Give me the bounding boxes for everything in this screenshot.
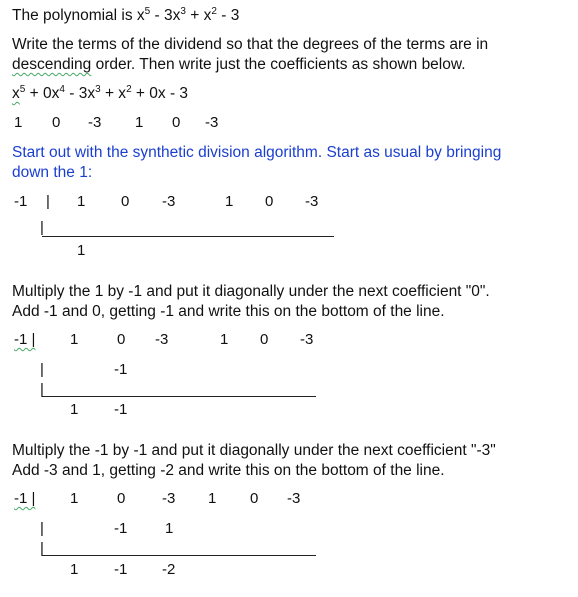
dividend-exp-2: 2 <box>126 84 132 95</box>
step-1-top-5: 0 <box>265 193 274 210</box>
coef-4: 1 <box>135 114 144 131</box>
coef-2: 0 <box>52 114 61 131</box>
poly-mid-1: - 3x <box>150 7 181 24</box>
step-3-top-4: 1 <box>208 490 217 507</box>
step-1-line-1: Start out with the synthetic division algorithm. Start as usual by bringing <box>12 144 502 161</box>
step-3-left-bar-2: | <box>40 540 44 557</box>
instruction-line-1: Write the terms of the dividend so that the degrees of the terms are in <box>12 36 489 53</box>
step-2-line <box>42 396 316 397</box>
step-3-mid-1: -1 <box>114 520 128 537</box>
step-2-left-bar-2: | <box>40 381 44 398</box>
poly-suffix: - 3 <box>216 7 240 24</box>
step-3-line-2: Add -3 and 1, getting -2 and write this on the bottom of the line. <box>12 462 445 479</box>
dividend-exp-5: 5 <box>19 84 26 95</box>
step-1-top-1: 1 <box>77 193 86 210</box>
step-2-line-1: Multiply the 1 by -1 and put it diagonally under the next coefficient "0". <box>12 283 490 300</box>
step-3-bottom-2: -1 <box>114 561 128 578</box>
step-2-bottom-2: -1 <box>114 401 128 418</box>
step-3-bottom-1: 1 <box>70 561 79 578</box>
step-2-top-4: 1 <box>220 331 229 348</box>
step-1-line <box>42 236 334 237</box>
step-3-top-2: 0 <box>117 490 126 507</box>
dividend-expression <box>12 84 188 104</box>
polynomial-statement <box>12 6 239 26</box>
poly-exp-3: 3 <box>180 6 186 17</box>
coef-1: 1 <box>14 114 23 131</box>
dividend-term-3: - 3x <box>64 85 96 102</box>
step-1-left-bar: | <box>40 219 44 236</box>
coef-3: -3 <box>88 114 102 131</box>
step-1-divisor-bar: | <box>46 193 50 210</box>
step-1-bottom-1: 1 <box>77 242 86 259</box>
instruction-line-2-rest: order. Then write just the coefficients as shown below. <box>91 56 466 73</box>
step-2-top-2: 0 <box>117 331 126 348</box>
step-1-top-4: 1 <box>225 193 234 210</box>
dividend-exp-4: 4 <box>59 84 65 95</box>
dividend-term-2: + 0x <box>25 85 60 102</box>
step-2-top-6: -3 <box>300 331 314 348</box>
step-3-top-5: 0 <box>250 490 259 507</box>
step-2-line-2: Add -1 and 0, getting -1 and write this on the bottom of the line. <box>12 303 445 320</box>
step-1-top-3: -3 <box>162 193 176 210</box>
step-2-top-1: 1 <box>70 331 79 348</box>
step-2-divisor: -1 | <box>14 331 36 348</box>
step-3-line-1: Multiply the -1 by -1 and put it diagonally under the next coefficient "-3" <box>12 442 496 459</box>
step-3-left-bar-1: | <box>40 520 44 537</box>
step-3-mid-2: 1 <box>165 520 174 537</box>
step-1-top-6: -3 <box>305 193 319 210</box>
poly-mid-2: + x <box>185 7 212 24</box>
step-2-top-5: 0 <box>260 331 269 348</box>
step-2-mid-1: -1 <box>114 361 128 378</box>
step-1-top-2: 0 <box>121 193 130 210</box>
coef-5: 0 <box>172 114 181 131</box>
step-3-top-6: -3 <box>287 490 301 507</box>
dividend-term-5: + 0x - 3 <box>131 85 189 102</box>
step-2-left-bar-1: | <box>40 361 44 378</box>
word-descending: descending <box>12 56 92 73</box>
step-3-top-3: -3 <box>162 490 176 507</box>
coef-6: -3 <box>205 114 219 131</box>
step-3-top-1: 1 <box>70 490 79 507</box>
step-2-top-3: -3 <box>155 331 169 348</box>
poly-prefix: The polynomial is x <box>12 7 145 24</box>
step-3-divisor: -1 | <box>14 490 36 507</box>
dividend-term-4: + x <box>100 85 127 102</box>
step-3-bottom-3: -2 <box>162 561 176 578</box>
poly-exp-2: 2 <box>211 6 217 17</box>
step-3-line <box>42 555 316 556</box>
poly-exp-5: 5 <box>144 6 151 17</box>
instruction-line-2 <box>12 55 466 75</box>
step-2-bottom-1: 1 <box>70 401 79 418</box>
dividend-exp-3: 3 <box>95 84 101 95</box>
dividend-x: x <box>12 85 20 102</box>
step-1-line-2: down the 1: <box>12 164 93 181</box>
step-1-divisor: -1 <box>14 193 28 210</box>
